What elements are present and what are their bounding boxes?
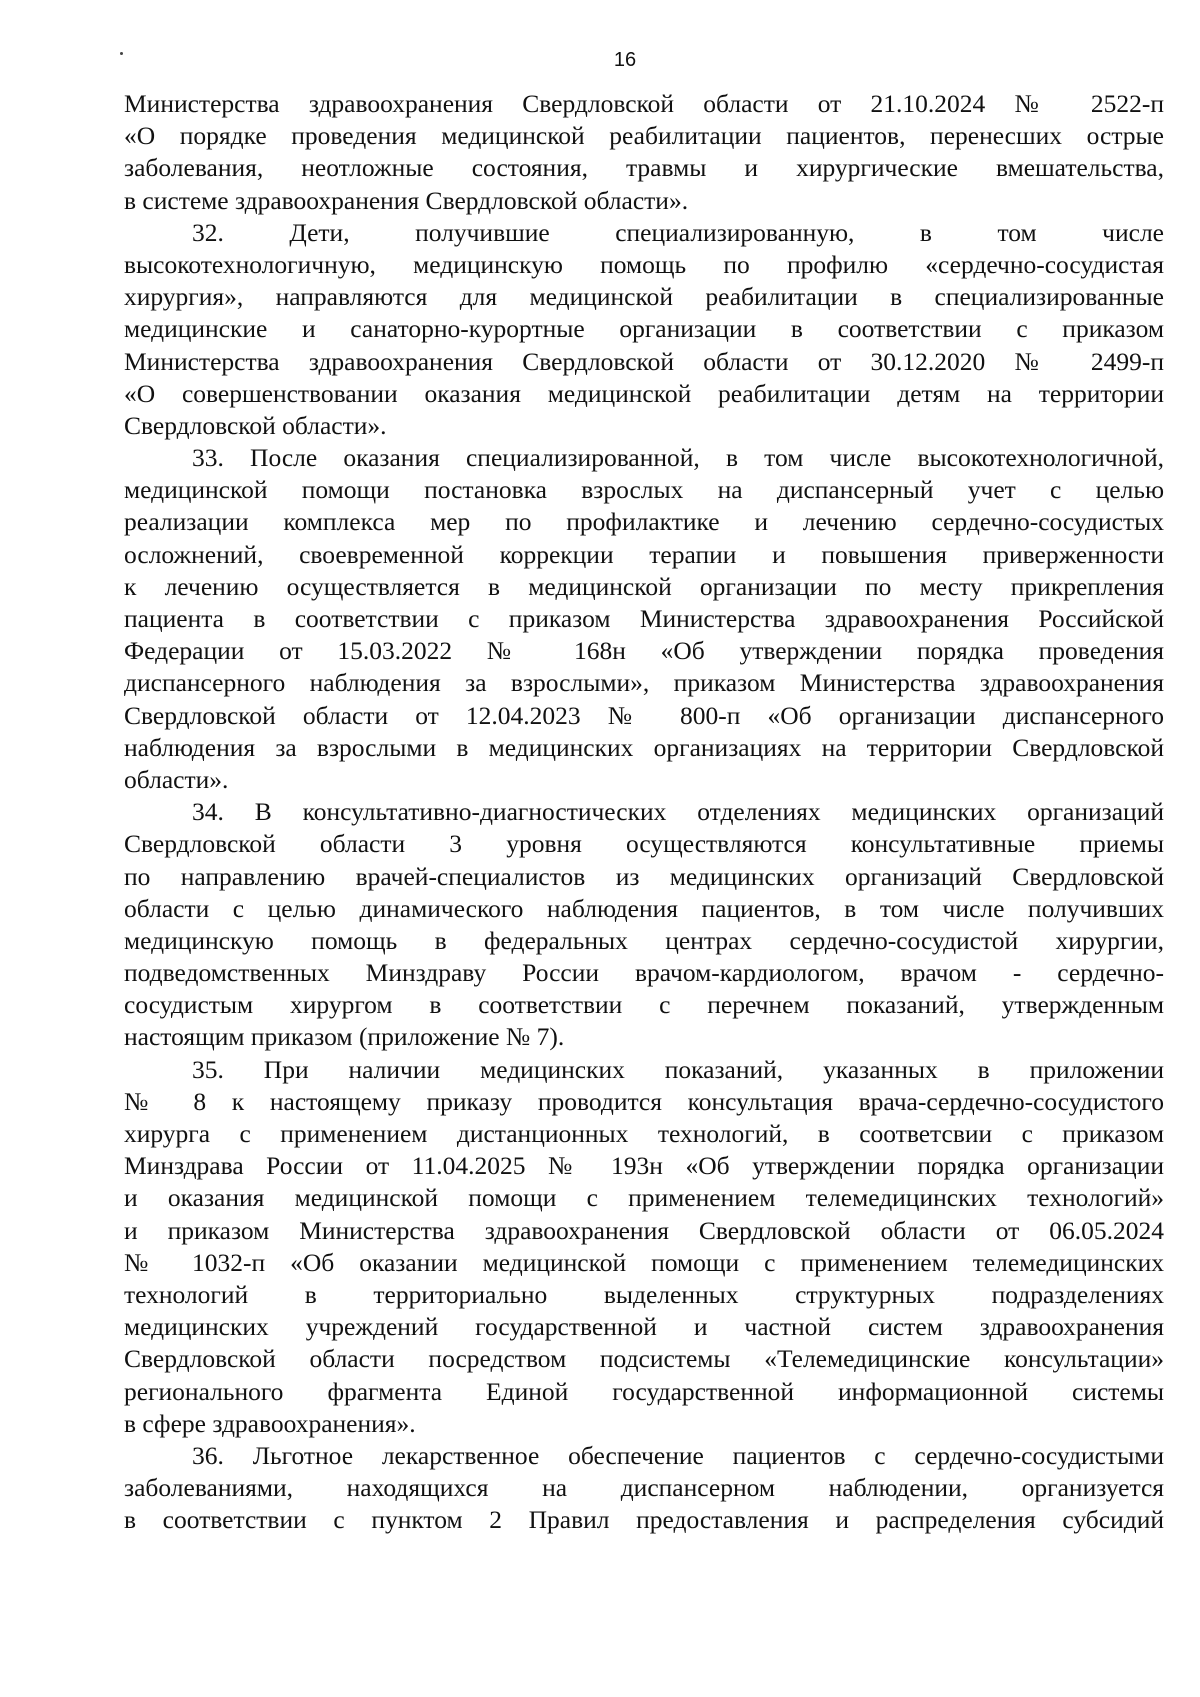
text-line: и приказом Министерства здравоохранения Свердловской области от 06.05.2024 [124,1215,1164,1245]
text-line: настоящим приказом (приложение № 7). [124,1022,565,1052]
text-line: регионального фрагмента Единой государственной информационной системы [124,1376,1164,1406]
paragraph-first-line: 35. При наличии медицинских показаний, указанных в приложении [192,1054,1164,1084]
document-body [124,88,1164,1536]
text-line: в соответствии с пунктом 2 Правил предоставления и распределения субсидий [124,1505,1164,1535]
text-line: Министерства здравоохранения Свердловской области от 30.12.2020 № 2499-п [124,346,1164,376]
text-line: диспансерного наблюдения за взрослыми», приказом Министерства здравоохранения [124,668,1164,698]
page-number: 16 [613,49,637,71]
text-line: в сфере здравоохранения». [124,1408,416,1438]
text-line: по направлению врачей-специалистов из медицинских организаций Свердловской [124,861,1164,891]
text-line: реализации комплекса мер по профилактике и лечению сердечно-сосудистых [124,507,1164,537]
text-line: технологий в территориально выделенных структурных подразделениях [124,1279,1164,1309]
text-line: осложнений, своевременной коррекции терапии и повышения приверженности [124,539,1164,569]
paragraph-first-line: 33. После оказания специализированной, в том числе высокотехнологичной, [192,443,1164,473]
text-line: хирургия», направляются для медицинской реабилитации в специализированные [124,282,1164,312]
text-line: «О порядке проведения медицинской реабилитации пациентов, перенесших острые [124,121,1164,151]
text-line: Свердловской области 3 уровня осуществляются консультативные приемы [124,829,1164,859]
text-line: Свердловской области от 12.04.2023 № 800-п «Об организации диспансерного [124,700,1164,730]
text-line: высокотехнологичную, медицинскую помощь по профилю «сердечно-сосудистая [124,249,1164,279]
paragraph-first-line: 34. В консультативно-диагностических отделениях медицинских организаций [192,797,1164,827]
text-line: медицинских учреждений государственной и частной систем здравоохранения [124,1312,1164,1342]
text-line: № 1032-п «Об оказании медицинской помощи с применением телемедицинских [124,1247,1164,1277]
text-line: № 8 к настоящему приказу проводится консультация врача-сердечно-сосудистого [124,1086,1164,1116]
text-line: наблюдения за взрослыми в медицинских организациях на территории Свердловской [124,732,1164,762]
text-line: медицинскую помощь в федеральных центрах сердечно-сосудистой хирургии, [124,925,1164,955]
text-line: Минздрава России от 11.04.2025 № 193н «Об утверждении порядка организации [124,1151,1164,1181]
text-line: к лечению осуществляется в медицинской организации по месту прикрепления [124,571,1164,601]
text-line: Свердловской области посредством подсистемы «Телемедицинские консультации» [124,1344,1164,1374]
text-line: Министерства здравоохранения Свердловской области от 21.10.2024 № 2522-п [124,89,1164,118]
text-line: в системе здравоохранения Свердловской области». [124,185,689,215]
text-line: заболеваниями, находящихся на диспансерном наблюдении, организуется [124,1473,1164,1503]
paragraph-first-line: 36. Льготное лекарственное обеспечение пациентов с сердечно-сосудистыми [192,1440,1164,1470]
text-line: области». [124,764,229,794]
text-line: и оказания медицинской помощи с применением телемедицинских технологий» [124,1183,1164,1213]
text-line: заболевания, неотложные состояния, травмы и хирургические вмешательства, [124,153,1164,183]
text-line: Федерации от 15.03.2022 № 168н «Об утверждении порядка проведения [124,636,1164,666]
paragraph-first-line: 32. Дети, получившие специализированную, в том числе [192,217,1164,247]
text-line: медицинские и санаторно-курортные организации в соответствии с приказом [124,314,1164,344]
text-line: хирурга с применением дистанционных технологий, в соответсвии с приказом [124,1119,1164,1148]
text-line: пациента в соответствии с приказом Министерства здравоохранения Российской [124,604,1164,633]
text-line: подведомственных Минздраву России врачом-кардиологом, врачом - сердечно- [124,958,1164,988]
text-line: «О совершенствовании оказания медицинской реабилитации детям на территории [124,378,1164,408]
text-line: области с целью динамического наблюдения пациентов, в том числе получивших [124,893,1164,923]
text-line: медицинской помощи постановка взрослых на диспансерный учет с целью [124,475,1164,505]
text-line: сосудистым хирургом в соответствии с перечнем показаний, утвержденным [124,990,1164,1020]
text-line: Свердловской области». [124,410,387,440]
